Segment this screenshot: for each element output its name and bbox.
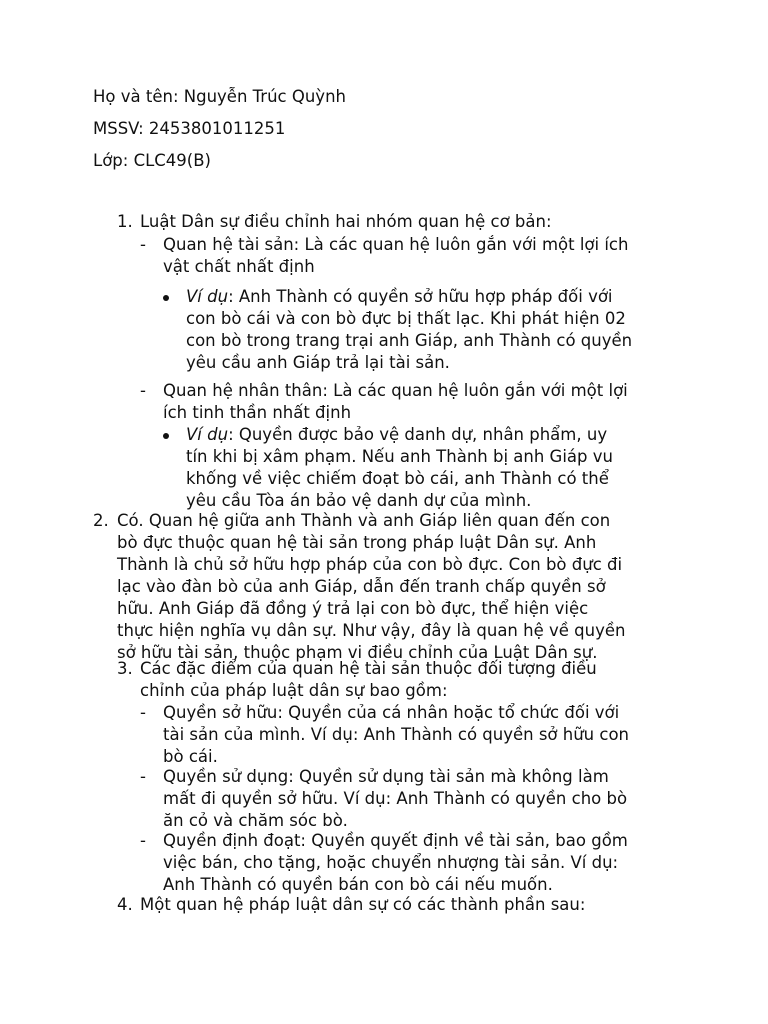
- answer-text: sở hữu tài sản, thuộc phạm vi điều chỉnh của Luật Dân sự.: [117, 643, 598, 662]
- dash-bullet: -: [140, 703, 146, 722]
- answer-text: Có. Quan hệ giữa anh Thành và anh Giáp liên quan đến con: [117, 511, 611, 530]
- item-text: vật chất nhất định: [163, 257, 315, 276]
- student-id: MSSV: 2453801011251: [93, 119, 286, 138]
- list-number: 1.: [117, 212, 133, 231]
- example-text: Ví dụ: Quyền được bảo vệ danh dự, nhân phẩm, uy: [186, 425, 608, 444]
- item-text: việc bán, cho tặng, hoặc chuyển nhượng tài sản. Ví dụ:: [163, 853, 619, 872]
- dash-bullet: -: [140, 235, 146, 254]
- example-text: Ví dụ: Anh Thành có quyền sở hữu hợp pháp đối với: [186, 287, 613, 306]
- answer-text: Các đặc điểm của quan hệ tài sản thuộc đối tượng điều: [140, 659, 597, 678]
- example-label: Ví dụ: [186, 287, 229, 306]
- answer-text: hữu. Anh Giáp đã đồng ý trả lại con bò đực, thể hiện việc: [117, 599, 589, 618]
- answer-text: Thành là chủ sở hữu hợp pháp của con bò đực. Con bò đực đi: [117, 555, 623, 574]
- item-text: tài sản của mình. Ví dụ: Anh Thành có quyền sở hữu con: [163, 725, 630, 744]
- item-text: Quyền sở hữu: Quyền của cá nhân hoặc tổ chức đối với: [163, 703, 620, 722]
- example-text: con bò cái và con bò đực bị thất lạc. Khi phát hiện 02: [186, 309, 626, 328]
- example-text: yêu cầu anh Giáp trả lại tài sản.: [186, 353, 450, 372]
- bullet-dot: [163, 295, 169, 301]
- dash-bullet: -: [140, 831, 146, 850]
- item-text: Quan hệ tài sản: Là các quan hệ luôn gắn với một lợi ích: [163, 235, 629, 254]
- answer-text: Luật Dân sự điều chỉnh hai nhóm quan hệ cơ bản:: [140, 212, 552, 231]
- item-text: ích tinh thần nhất định: [163, 403, 352, 422]
- example-text: tín khi bị xâm phạm. Nếu anh Thành bị anh Giáp vu: [186, 447, 613, 466]
- dash-bullet: -: [140, 767, 146, 786]
- item-text: Quan hệ nhân thân: Là các quan hệ luôn gắn với một lợi: [163, 381, 628, 400]
- item-text: ăn cỏ và chăm sóc bò.: [163, 811, 348, 830]
- list-number: 4.: [117, 895, 133, 914]
- answer-text: Một quan hệ pháp luật dân sự có các thành phần sau:: [140, 895, 586, 914]
- example-text: khống về việc chiếm đoạt bò cái, anh Thành có thể: [186, 469, 609, 488]
- student-class: Lớp: CLC49(B): [93, 151, 211, 170]
- answer-text: thực hiện nghĩa vụ dân sự. Như vậy, đây là quan hệ về quyền: [117, 621, 626, 640]
- example-label: Ví dụ: [186, 425, 229, 444]
- list-number: 3.: [117, 659, 133, 678]
- item-text: Quyền định đoạt: Quyền quyết định về tài sản, bao gồm: [163, 831, 628, 850]
- student-name: Họ và tên: Nguyễn Trúc Quỳnh: [93, 87, 346, 106]
- item-text: Quyền sử dụng: Quyền sử dụng tài sản mà không làm: [163, 767, 609, 786]
- example-text: yêu cầu Tòa án bảo vệ danh dự của mình.: [186, 491, 532, 510]
- item-text: mất đi quyền sở hữu. Ví dụ: Anh Thành có quyền cho bò: [163, 789, 628, 808]
- example-text: con bò trong trang trại anh Giáp, anh Thành có quyền: [186, 331, 633, 350]
- answer-text: bò đực thuộc quan hệ tài sản trong pháp luật Dân sự. Anh: [117, 533, 597, 552]
- item-text: bò cái.: [163, 747, 218, 766]
- answer-text: chỉnh của pháp luật dân sự bao gồm:: [140, 681, 448, 700]
- dash-bullet: -: [140, 381, 146, 400]
- list-number: 2.: [93, 511, 109, 530]
- bullet-dot: [163, 433, 169, 439]
- answer-text: lạc vào đàn bò của anh Giáp, dẫn đến tranh chấp quyền sở: [117, 577, 606, 596]
- item-text: Anh Thành có quyền bán con bò cái nếu muốn.: [163, 875, 553, 894]
